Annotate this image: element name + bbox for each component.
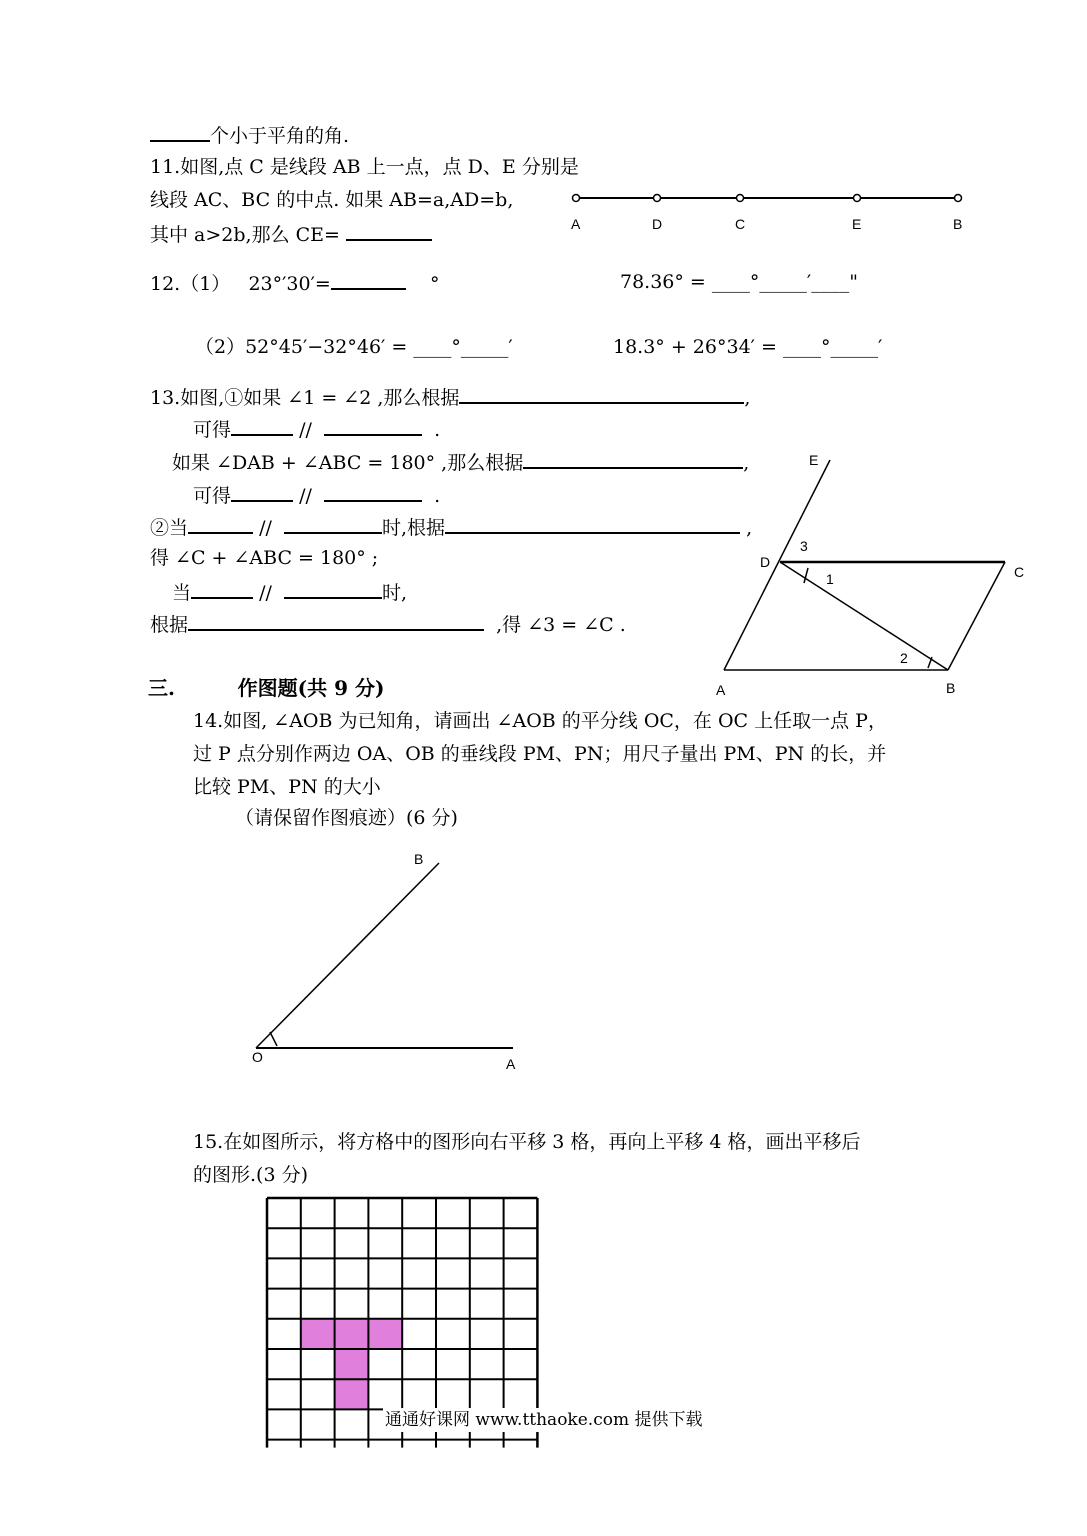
answer-blank[interactable] [188, 514, 253, 534]
q10-tail: 个小于平角的角. [150, 122, 349, 148]
point-label-E: E [852, 216, 862, 232]
answer-blank[interactable] [150, 122, 210, 142]
label-B: B [946, 680, 956, 696]
label-B: B [414, 851, 424, 867]
q14-line1: 14.如图, ∠AOB 为已知角，请画出 ∠AOB 的平分线 OC，在 OC 上任取一点 P， [193, 710, 887, 732]
answer-blank[interactable] [191, 579, 253, 599]
answer-blank[interactable] [459, 384, 744, 404]
q12-part1: 12.（1） 23°′30′= ° [150, 270, 440, 296]
section-heading: 三. 作图题(共 9 分) [148, 676, 385, 700]
answer-blank[interactable] [188, 611, 484, 631]
q11-line3: 其中 a>2b,那么 CE= [150, 221, 432, 247]
answer-blank[interactable] [346, 221, 432, 241]
filled-cell [335, 1319, 369, 1349]
footer-source: 通通好课网 www.tthaoke.com 提供下载 [385, 1410, 703, 1430]
point-label-C: C [735, 216, 746, 232]
answer-blank[interactable] [324, 416, 422, 436]
q13-line3: 如果 ∠DAB + ∠ABC = 180° ,那么根据 , [172, 449, 749, 475]
q14-line3: 比较 PM、PN 的大小 [193, 776, 381, 798]
point-C [737, 195, 744, 202]
point-label-A: A [571, 216, 581, 232]
answer-blank[interactable] [284, 579, 382, 599]
label-A: A [716, 682, 726, 698]
point-B [955, 195, 962, 202]
q14-line2: 过 P 点分别作两边 OA、OB 的垂线段 PM、PN；用尺子量出 PM、PN 的长，并 [193, 743, 887, 765]
label-C: C [1014, 564, 1025, 580]
filled-cell [335, 1349, 369, 1379]
answer-blank[interactable] [231, 416, 293, 436]
label-A: A [506, 1056, 516, 1072]
q13-line1: 13.如图,①如果 ∠1 = ∠2 ,那么根据 , [150, 384, 750, 410]
filled-cell [301, 1319, 335, 1349]
filled-cell [368, 1319, 402, 1349]
q13-line7: 当 // 时, [172, 579, 407, 605]
q13-parallelogram-figure [700, 445, 1040, 705]
q13-line5: ②当 // 时,根据 , [150, 514, 752, 540]
q11-segment-figure [560, 185, 980, 245]
q11-line1: 11.如图,点 C 是线段 AB 上一点，点 D、E 分别是 [150, 156, 579, 178]
answer-blank[interactable] [284, 514, 382, 534]
point-E [854, 195, 861, 202]
point-label-D: D [652, 216, 663, 232]
q14-line4: （请保留作图痕迹）(6 分) [235, 807, 458, 829]
label-D: D [760, 554, 771, 570]
q12-part2-left: （2）52°45′−32°46′ = ____°_____′ [195, 336, 513, 358]
answer-blank[interactable] [324, 482, 422, 502]
angle-1-label: 1 [826, 571, 834, 587]
point-label-B: B [953, 216, 963, 232]
q13-line2: 可得 // . [193, 416, 440, 442]
q12-part1-right: 78.36° = ____°_____′____" [620, 271, 858, 293]
label-O: O [252, 1049, 263, 1065]
point-D [654, 195, 661, 202]
label-E: E [809, 452, 819, 468]
q14-angle-figure [240, 845, 540, 1075]
q15-line2: 的图形.(3 分) [193, 1164, 308, 1186]
angle-2-label: 2 [900, 650, 908, 666]
q12-part2-right: 18.3° + 26°34′ = ____°_____′ [613, 336, 883, 358]
q13-line8: 根据 ,得 ∠3 = ∠C . [150, 611, 626, 637]
answer-blank[interactable] [331, 270, 406, 290]
q13-line4: 可得 // . [193, 482, 440, 508]
filled-cell [335, 1379, 369, 1409]
q13-line6: 得 ∠C + ∠ABC = 180° ; [150, 547, 379, 569]
answer-blank[interactable] [445, 514, 740, 534]
q11-line2: 线段 AC、BC 的中点. 如果 AB=a,AD=b, [150, 189, 514, 211]
q15-line1: 15.在如图所示，将方格中的图形向右平移 3 格，再向上平移 4 格，画出平移后 [193, 1131, 861, 1153]
angle-3-label: 3 [800, 538, 808, 554]
answer-blank[interactable] [231, 482, 293, 502]
point-A [573, 195, 580, 202]
